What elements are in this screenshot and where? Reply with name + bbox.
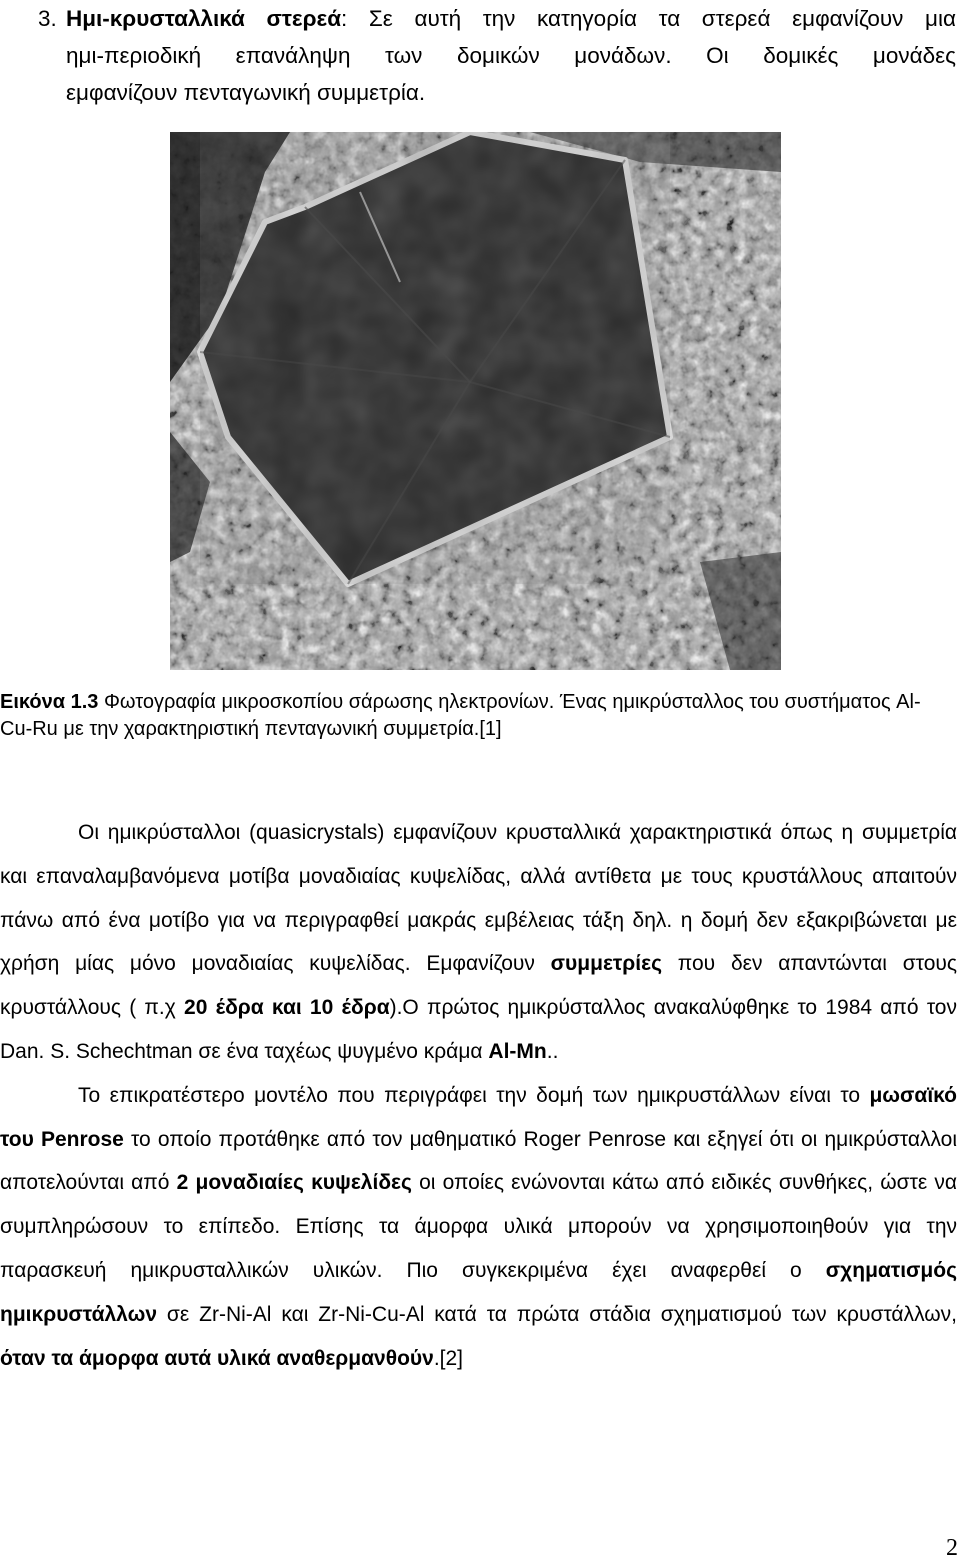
- p2-text-3: οι οποίες ενώνονται κάτω από ειδικές συνθήκες, ώστε να συμπληρώσουν το επίπεδο. Επίσης τα άμορφα υλικά μπορούν να χρησιμοποιηθούν για την παρασκευή ημικρυσταλλικών υλικών. Πιο συγκεκριμένα έχει αναφερθεί ο: [0, 1171, 958, 1282]
- section-number: 3.: [38, 6, 57, 31]
- p2-bold-3: σχηματισμός ημικρυστάλλων: [0, 1258, 957, 1326]
- p1-text-4: ..: [546, 1039, 559, 1063]
- section-term: Ημι-κρυσταλλικά στερεά: [66, 6, 342, 31]
- p2-text-4: σε Zr-Ni-Al και Zr-Ni-Cu-Al κατά τα πρώτα στάδια σχηματισμού των κρυστάλλων,: [157, 1302, 957, 1326]
- p1-text-1: Οι ημικρύσταλλοι (quasicrystals) εμφανίζουν κρυσταλλικά χαρακτηριστικά όπως η συμμετρία και επαναλαμβανόμενα μοτίβα μοναδιαίας κυψελίδας, αλλά αντίθετα με τους κρυστάλλους απαιτούν πάνω από ένα μοτίβο για να περιγραφθεί μακράς εμβέλειας τάξη δηλ. η δομή δεν εξακριβώνεται με χρήση μίας μόνο μοναδιαίας κυψελίδας. Εμφανίζουν: [0, 821, 957, 976]
- sem-micrograph-image: [170, 132, 781, 670]
- figure-label: Εικόνα 1.3: [0, 691, 99, 713]
- p1-bold-3: Al-Mn: [488, 1039, 547, 1063]
- p2-text-1: Το επικρατέστερο μοντέλο που περιγράφει την δομή των ημικρυστάλλων είναι το: [78, 1083, 870, 1107]
- heading-text-2: ημι-περιοδική επανάληψη των δομικών μονάδων. Οι δομικές μονάδες: [66, 43, 956, 68]
- heading-text-1: : Σε αυτή την κατηγορία τα στερεά εμφανίζουν μια: [341, 6, 956, 31]
- section-heading: [38, 0, 956, 111]
- p1-bold-1: συμμετρίες: [550, 952, 663, 976]
- p2-text-5: .[2]: [433, 1346, 463, 1370]
- page-number: 2: [946, 1535, 958, 1561]
- p2-bold-4: όταν τα άμορφα αυτά υλικά αναθερμανθούν: [0, 1346, 434, 1370]
- p2-bold-1: μωσαϊκό του Penrose: [0, 1083, 957, 1151]
- paragraph-penrose: [0, 1074, 957, 1381]
- p2-bold-2: 2 μοναδιαίες κυψελίδες: [176, 1171, 412, 1195]
- micrograph-svg: [170, 132, 781, 670]
- figure-caption: [0, 689, 930, 743]
- paragraph-quasicrystals: [0, 811, 957, 1074]
- p1-text-2: που δεν απαντώνται στους κρυστάλλους ( π.χ: [0, 952, 957, 1020]
- figure-caption-text: Φωτογραφία μικροσκοπίου σάρωσης ηλεκτρονίων. Ένας ημικρύσταλλος του συστήματος Al-Cu-Ru με την χαρακτηριστική πενταγωνική συμμετρία.[1]: [0, 691, 921, 740]
- heading-line-1: [38, 6, 956, 31]
- p2-text-2: το οποίο προτάθηκε από τον μαθηματικό Roger Penrose και εξηγεί ότι οι ημικρύσταλλοι αποτελούνται από: [0, 1127, 957, 1195]
- body-text: [0, 811, 957, 1380]
- heading-text-3: εμφανίζουν πενταγωνική συμμετρία.: [66, 80, 426, 105]
- p1-text-3: ).Ο πρώτος ημικρύσταλλος ανακαλύφθηκε το 1984 από τον Dan. S. Schechtman σε ένα ταχέως ψυγμένο κράμα: [0, 996, 957, 1063]
- p1-bold-2: 20 έδρα και 10 έδρα: [184, 996, 390, 1020]
